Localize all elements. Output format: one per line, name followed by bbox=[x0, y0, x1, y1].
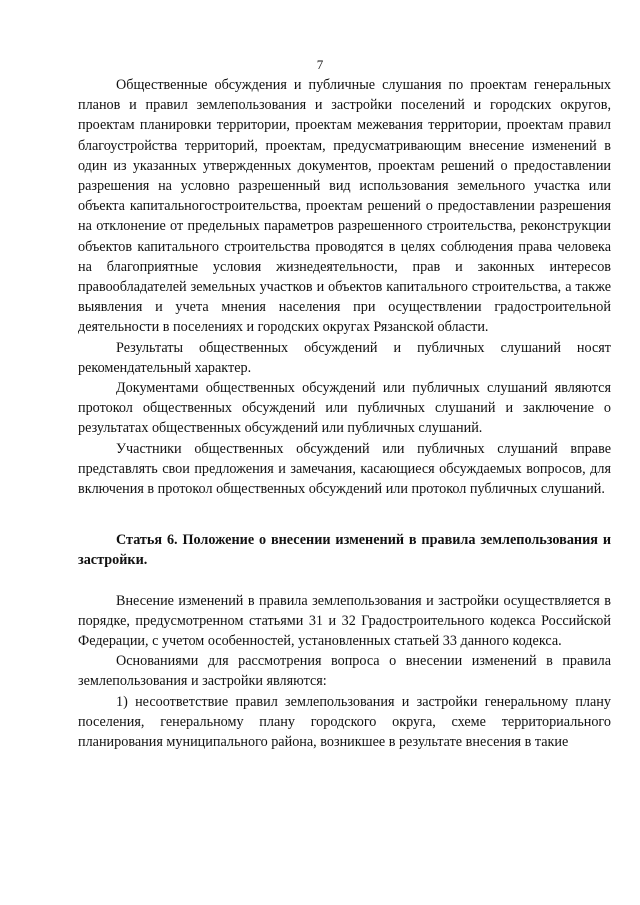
paragraph-hearing-documents: Документами общественных обсуждений или публичных слушаний являются протокол общественных обсуждений или публичных слушаний и заключение о результатах общественных обсуждений или публичных слушаний. bbox=[78, 380, 611, 437]
paragraph-amendment-grounds: Основаниями для рассмотрения вопроса о внесении изменений в правила землепользования и застройки являются: bbox=[78, 653, 611, 690]
spacer bbox=[78, 571, 611, 591]
paragraph-ground-1: 1) несоответствие правил землепользования и застройки генеральному плану поселения, генеральному плану городского округа, схеме территориального планирования муниципального района, возникшее в результате внесения в такие bbox=[78, 693, 611, 751]
spacer bbox=[78, 499, 611, 530]
paragraph-public-hearings: Общественные обсуждения и публичные слушания по проектам генеральных планов и правил землепользования и застройки поселений и городских округов, проектам планировки территории, проектам межевания территории, проектам правил благоустройства территорий, проектам, предусматривающим внесение изменений в один из указанных утвержденных документов, проектам решений о предоставлении разрешения на условно разрешенный вид использования земельного участка или объекта капитальногостроительства, проектам решений о предоставлении разрешения на отклонение от предельных параметров разрешенного строительства, реконструкции объектов капитального строительства проводятся в целях соблюдения права человека на благоприятные условия жизнедеятельности, прав и законных интересов правообладателей земельных участков и объектов капитального строительства, а также выявления и учета мнения населения при осуществлении градостроительной деятельности в поселениях и городских округах Рязанской области. bbox=[78, 77, 611, 336]
page-number: 7 bbox=[316, 57, 324, 72]
paragraph-amendment-procedure: Внесение изменений в правила землепользования и застройки осуществляется в порядке, предусмотренном статьями 31 и 32 Градостроительного кодекса Российской Федерации, с учетом особенностей, установленных статьей 33 данного кодекса. bbox=[78, 592, 611, 650]
paragraph-participants-rights: Участники общественных обсуждений или публичных слушаний вправе представлять свои предложения и замечания, касающиеся обсуждаемых вопросов, для включения в протокол общественных обсуждений или протокол публичных слушаний. bbox=[78, 440, 611, 498]
article-6-heading: Статья 6. Положение о внесении изменений в правила землепользования и застройки. bbox=[78, 532, 611, 569]
paragraph-results-recommendatory: Результаты общественных обсуждений и публичных слушаний носят рекомендательный характер. bbox=[78, 339, 611, 376]
document-body bbox=[78, 75, 611, 752]
